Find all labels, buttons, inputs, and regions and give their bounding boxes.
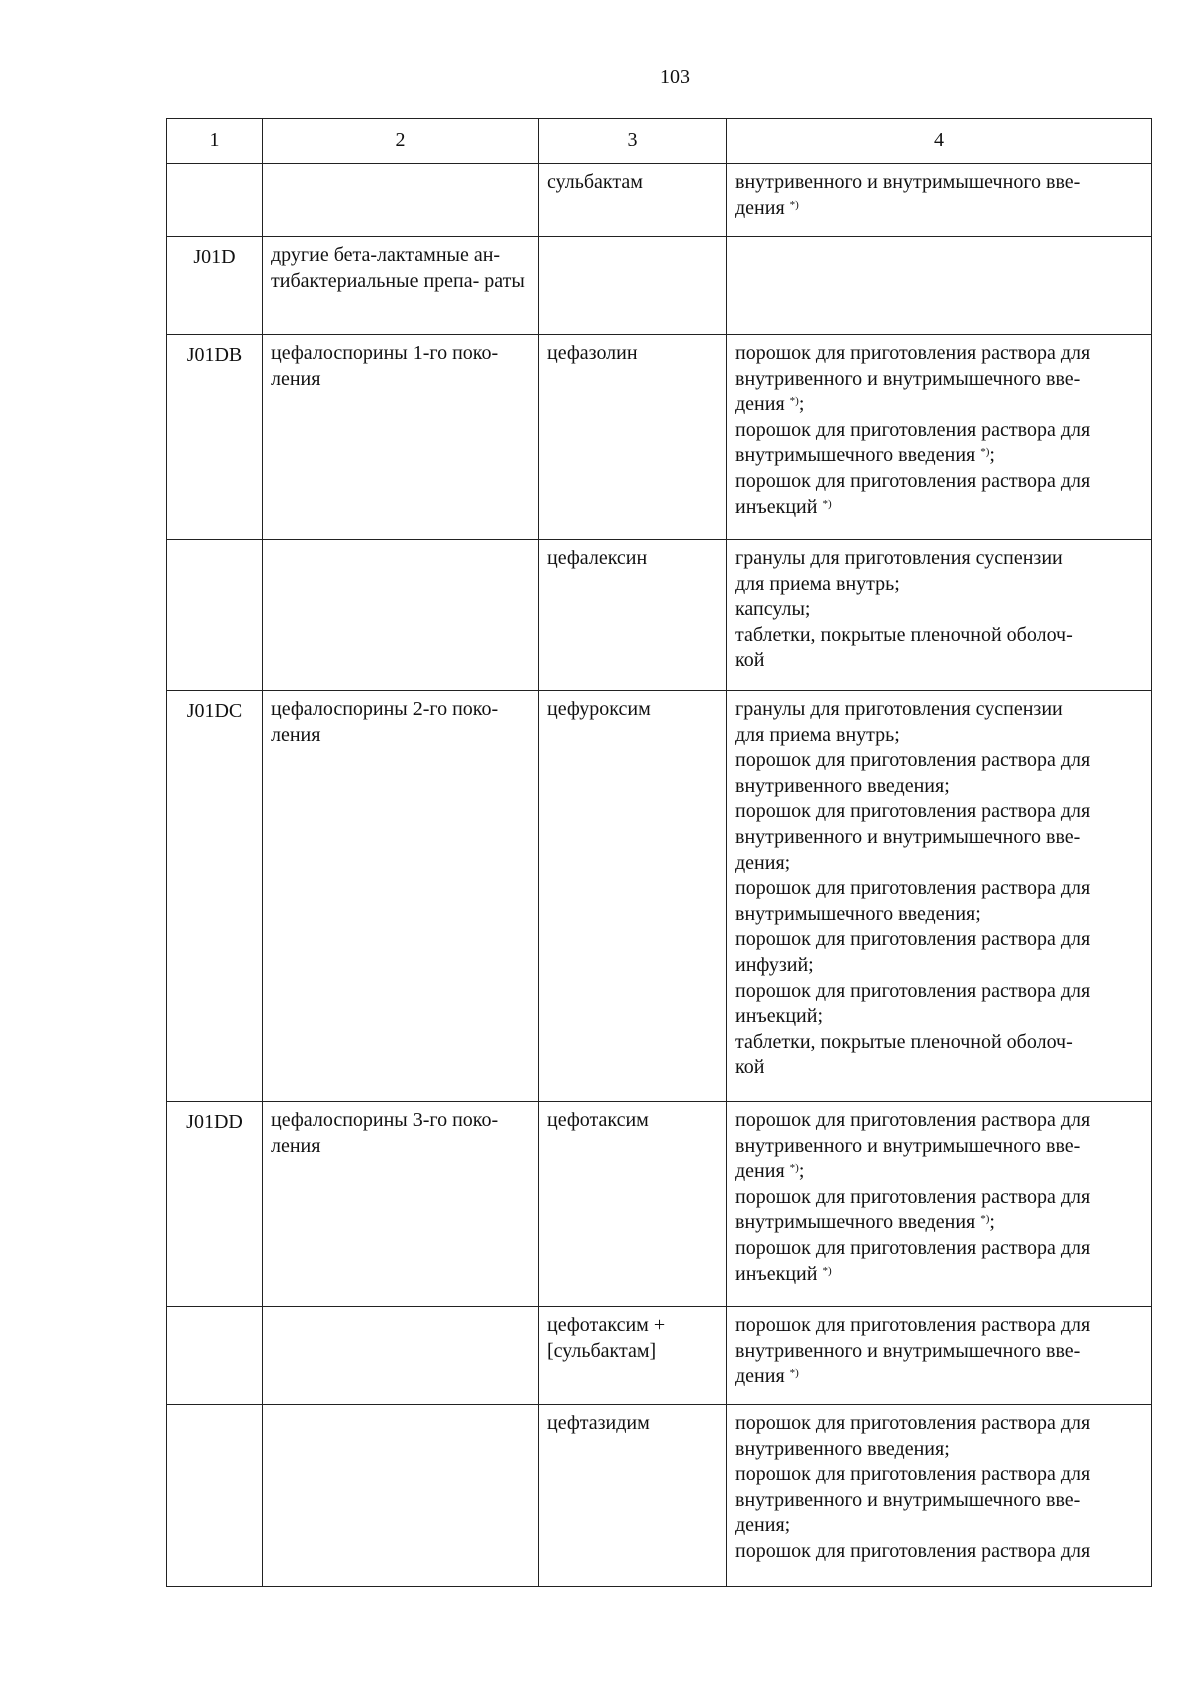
footnote-marker: *): [980, 446, 990, 459]
dosage-form-line: таблетки, покрытые пленочной оболоч-: [735, 1030, 1073, 1053]
drug-name-cell: цефотаксим: [539, 1102, 727, 1307]
atc-code-cell: [167, 164, 263, 237]
dosage-form-line: инъекций *): [735, 1262, 832, 1285]
dosage-form-line: порошок для приготовления раствора для: [735, 979, 1091, 1002]
dosage-forms-cell: [727, 691, 1152, 1102]
footnote-marker: *): [789, 1162, 799, 1175]
dosage-forms-cell: [727, 1307, 1152, 1405]
dosage-form-line: дения *);: [735, 1160, 805, 1183]
dosage-form-line: внутривенного введения;: [735, 774, 950, 797]
table-row: [167, 691, 1152, 1102]
column-header: 3: [539, 119, 727, 164]
dosage-form-line: кой: [735, 1056, 765, 1079]
group-name-cell: цефалоспорины 2-го поко- ления: [263, 691, 539, 1102]
drug-name-cell: цефотаксим + [сульбактам]: [539, 1307, 727, 1405]
dosage-forms-cell: [727, 1405, 1152, 1587]
dosage-form-line: порошок для приготовления раствора для: [735, 1109, 1091, 1131]
footnote-marker: *): [822, 1264, 832, 1277]
dosage-form-line: дения *): [735, 1365, 799, 1388]
dosage-form-line: таблетки, покрытые пленочной оболоч-: [735, 623, 1073, 646]
drug-name-cell: цефазолин: [539, 335, 727, 540]
dosage-form-line: внутривенного и внутримышечного вве-: [735, 1339, 1081, 1362]
dosage-form-line: для приема внутрь;: [735, 572, 900, 595]
dosage-form-line: гранулы для приготовления суспензии: [735, 547, 1063, 569]
table-row: [167, 335, 1152, 540]
group-name-cell: другие бета-лактамные ан- тибактериальные препа- раты: [263, 237, 539, 335]
atc-code-cell: [167, 540, 263, 691]
dosage-form-line: внутримышечного введения *);: [735, 1211, 995, 1234]
dosage-form-line: дения;: [735, 1514, 791, 1537]
dosage-form-line: внутривенного и внутримышечного вве-: [735, 1134, 1081, 1157]
dosage-form-line: дения *): [735, 196, 799, 219]
footnote-marker: *): [789, 198, 799, 211]
drug-table: [166, 118, 1152, 1587]
dosage-form-line: порошок для приготовления раствора для: [735, 800, 1091, 823]
dosage-form-line: порошок для приготовления раствора для: [735, 1463, 1091, 1486]
drug-name-cell: цефуроксим: [539, 691, 727, 1102]
drug-name-cell: [539, 237, 727, 335]
table-row: [167, 237, 1152, 335]
dosage-form-line: внутривенного и внутримышечного вве-: [735, 367, 1081, 390]
dosage-form-line: порошок для приготовления раствора для: [735, 469, 1091, 492]
group-name-cell: цефалоспорины 1-го поко- ления: [263, 335, 539, 540]
dosage-forms-cell: [727, 1102, 1152, 1307]
table-row: [167, 1102, 1152, 1307]
dosage-forms-cell: [727, 540, 1152, 691]
dosage-form-line: порошок для приготовления раствора для: [735, 877, 1091, 900]
column-header: 1: [167, 119, 263, 164]
table-row: [167, 164, 1152, 237]
dosage-form-line: порошок для приготовления раствора для: [735, 749, 1091, 772]
atc-code-cell: J01DD: [167, 1102, 263, 1307]
dosage-form-line: порошок для приготовления раствора для: [735, 1314, 1091, 1336]
dosage-form-line: внутримышечного введения *);: [735, 444, 995, 467]
dosage-form-line: порошок для приготовления раствора для: [735, 342, 1091, 364]
dosage-form-line: инъекций;: [735, 1005, 824, 1028]
dosage-forms-cell: [727, 164, 1152, 237]
dosage-form-line: внутривенного введения;: [735, 1437, 950, 1460]
dosage-forms-cell: [727, 335, 1152, 540]
dosage-form-line: порошок для приготовления раствора для: [735, 1185, 1091, 1208]
atc-code-cell: J01DB: [167, 335, 263, 540]
drug-name-cell: цефалексин: [539, 540, 727, 691]
dosage-form-line: внутривенного и внутримышечного вве-: [735, 1488, 1081, 1511]
dosage-form-line: внутривенного и внутримышечного вве-: [735, 825, 1081, 848]
atc-code-cell: J01DC: [167, 691, 263, 1102]
atc-code-cell: J01D: [167, 237, 263, 335]
dosage-form-line: внутримышечного введения;: [735, 902, 981, 925]
dosage-form-line: порошок для приготовления раствора для: [735, 418, 1091, 441]
dosage-form-line: внутривенного и внутримышечного вве-: [735, 171, 1081, 193]
drug-name-cell: цефтазидим: [539, 1405, 727, 1587]
dosage-form-line: порошок для приготовления раствора для: [735, 928, 1091, 951]
footnote-marker: *): [789, 395, 799, 408]
dosage-form-line: капсулы;: [735, 598, 811, 621]
table-header-row: [167, 119, 1152, 164]
column-header: 2: [263, 119, 539, 164]
atc-code-cell: [167, 1405, 263, 1587]
group-name-cell: [263, 540, 539, 691]
footnote-marker: *): [822, 497, 832, 510]
group-name-cell: [263, 1307, 539, 1405]
dosage-form-line: порошок для приготовления раствора для: [735, 1236, 1091, 1259]
footnote-marker: *): [980, 1213, 990, 1226]
table-row: [167, 1307, 1152, 1405]
dosage-form-line: для приема внутрь;: [735, 723, 900, 746]
dosage-form-line: дения *);: [735, 393, 805, 416]
drug-name-cell: сульбактам: [539, 164, 727, 237]
dosage-form-line: гранулы для приготовления суспензии: [735, 698, 1063, 720]
dosage-form-line: инфузий;: [735, 953, 814, 976]
column-header: 4: [727, 119, 1152, 164]
dosage-form-line: порошок для приготовления раствора для: [735, 1539, 1091, 1562]
page-number: 103: [660, 66, 690, 88]
atc-code-cell: [167, 1307, 263, 1405]
group-name-cell: [263, 1405, 539, 1587]
table-row: [167, 540, 1152, 691]
dosage-form-line: дения;: [735, 851, 791, 874]
dosage-form-line: кой: [735, 649, 765, 672]
dosage-form-line: инъекций *): [735, 495, 832, 518]
dosage-form-line: порошок для приготовления раствора для: [735, 1412, 1091, 1434]
group-name-cell: цефалоспорины 3-го поко- ления: [263, 1102, 539, 1307]
dosage-forms-cell: [727, 237, 1152, 335]
group-name-cell: [263, 164, 539, 237]
footnote-marker: *): [789, 1367, 799, 1380]
table-row: [167, 1405, 1152, 1587]
